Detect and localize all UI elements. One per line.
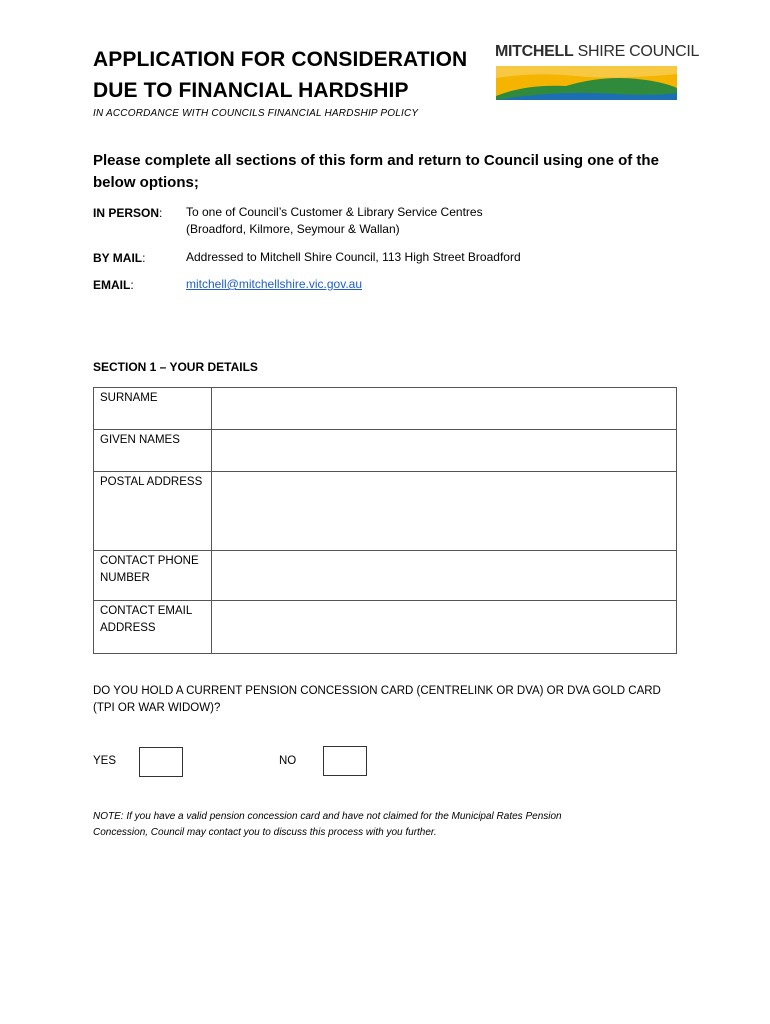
in-person-value xyxy=(186,204,483,238)
contact-phone-label-line-1: CONTACT PHONE xyxy=(100,555,199,567)
surname-label: SURNAME xyxy=(94,388,212,430)
council-logo-text xyxy=(495,42,700,62)
landscape-logo-icon xyxy=(496,66,677,100)
pension-note-line-1: NOTE: If you have a valid pension concession card and have not claimed for the Municipal Rates Pension xyxy=(93,811,562,822)
in-person-line-1: To one of Council’s Customer & Library Service Centres xyxy=(186,205,483,219)
form-subtitle: IN ACCORDANCE WITH COUNCILS FINANCIAL HARDSHIP POLICY xyxy=(93,108,419,119)
pension-question-line-1: DO YOU HOLD A CURRENT PENSION CONCESSION CARD (CENTRELINK OR DVA) OR DVA GOLD CARD xyxy=(93,685,661,697)
email-value xyxy=(186,276,362,293)
by-mail-value: Addressed to Mitchell Shire Council, 113 High Street Broadford xyxy=(186,250,521,264)
pension-note xyxy=(93,809,683,841)
logo-text-light: SHIRE COUNCIL xyxy=(573,43,700,60)
contact-email-label-line-1: CONTACT EMAIL xyxy=(100,605,193,617)
given-names-label: GIVEN NAMES xyxy=(94,430,212,472)
contact-email-label-line-2: ADDRESS xyxy=(100,622,156,634)
contact-email-input[interactable] xyxy=(212,601,677,654)
email-label: EMAIL: xyxy=(93,278,134,292)
in-person-label-text: IN PERSON xyxy=(93,206,160,220)
given-names-input[interactable] xyxy=(212,430,677,472)
instructions-text: Please complete all sections of this form and return to Council using one of the below options; xyxy=(93,152,659,191)
in-person-label: IN PERSON: xyxy=(93,206,163,220)
given-names-row xyxy=(94,430,677,472)
pension-note-line-2: Concession, Council may contact you to discuss this process with you further. xyxy=(93,827,437,838)
contact-email-label xyxy=(94,601,212,654)
your-details-table xyxy=(93,387,677,654)
in-person-line-2: (Broadford, Kilmore, Seymour & Wallan) xyxy=(186,222,400,236)
contact-phone-input[interactable] xyxy=(212,551,677,601)
section-1-title: SECTION 1 – YOUR DETAILS xyxy=(93,360,258,374)
logo-text-bold: MITCHELL xyxy=(495,43,574,60)
no-label: NO xyxy=(279,755,297,767)
pension-question xyxy=(93,683,683,717)
yes-checkbox[interactable] xyxy=(139,747,183,777)
form-title-line-1: APPLICATION FOR CONSIDERATION xyxy=(93,48,468,71)
surname-input[interactable] xyxy=(212,388,677,430)
form-title xyxy=(93,44,493,106)
postal-address-input[interactable] xyxy=(212,472,677,551)
by-mail-label-text: BY MAIL xyxy=(93,251,143,265)
postal-address-label: POSTAL ADDRESS xyxy=(94,472,212,551)
postal-address-row xyxy=(94,472,677,551)
by-mail-label: BY MAIL: xyxy=(93,251,146,265)
contact-phone-label xyxy=(94,551,212,601)
surname-row xyxy=(94,388,677,430)
no-checkbox[interactable] xyxy=(323,746,367,776)
contact-email-row xyxy=(94,601,677,654)
yes-label: YES xyxy=(93,755,117,767)
council-logo xyxy=(495,42,700,100)
form-title-line-2: DUE TO FINANCIAL HARDSHIP xyxy=(93,79,409,102)
contact-phone-row xyxy=(94,551,677,601)
email-label-text: EMAIL xyxy=(93,278,131,292)
pension-question-line-2: (TPI OR WAR WIDOW)? xyxy=(93,702,221,714)
contact-phone-label-line-2: NUMBER xyxy=(100,572,150,584)
council-email-link[interactable]: mitchell@mitchellshire.vic.gov.au xyxy=(186,277,363,291)
